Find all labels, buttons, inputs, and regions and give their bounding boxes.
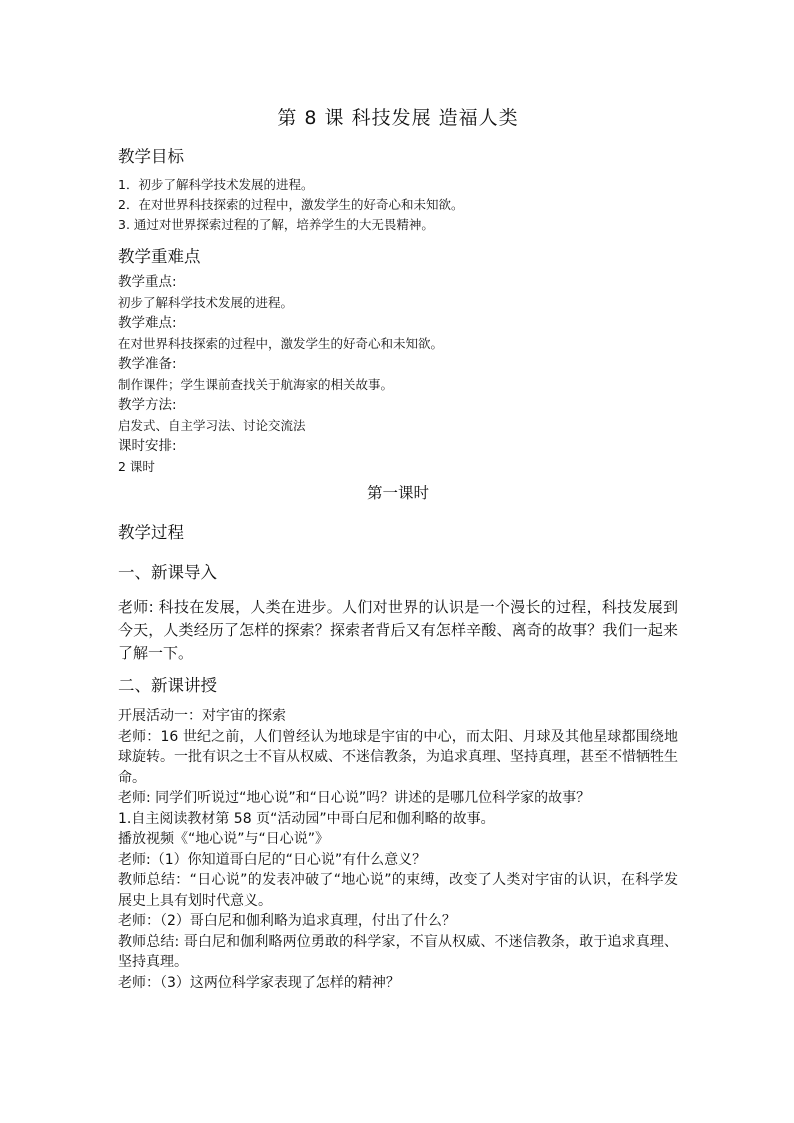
process-heading: 教学过程 [118,523,184,542]
section2-line: 教师总结: 哥白尼和伽利略两位勇敢的科学家，不盲从权威、不迷信教条，敢于追求真理、坚持真理。 [118,933,678,970]
method-text: 启发式、自主学习法、讨论交流法 [118,418,306,433]
section1-heading: 一、新课导入 [118,563,217,582]
lesson-title: 第 8 课 科技发展 造福人类 [277,107,519,129]
objective-item: 2．在对世界科技探索的过程中，激发学生的好奇心和未知欲。 [118,197,464,212]
prep-text: 制作课件；学生课前查找关于航海家的相关故事。 [118,377,394,392]
schedule-label: 课时安排: [118,438,177,454]
section2-line: 播放视频《“地心说”与“日心说”》 [118,831,330,847]
section2-body [118,706,678,993]
section2-line: 1.自主阅读教材第 58 页“活动园”中哥白尼和伽利略的故事。 [118,810,495,827]
section2-line: 开展活动一：对宇宙的探索 [118,708,286,724]
focus-label: 教学重点: [118,274,177,290]
section2-line: 老师：16 世纪之前，人们曾经认为地球是宇宙的中心，而太阳、月球及其他星球都围绕地球旋转。一批有识之士不盲从权威、不迷信教条，为追求真理、坚持真理，甚至不惜牺牲生命。 [118,728,678,786]
section2-heading: 二、新课讲授 [118,676,217,695]
objective-item: 3. 通过对世界探索过程的了解，培养学生的大无畏精神。 [118,217,434,232]
objective-item: 1．初步了解科学技术发展的进程。 [118,177,314,192]
schedule-text: 2 课时 [118,459,155,474]
section2-line: 教师总结：“日心说”的发表冲破了“地心说”的束缚，改变了人类对宇宙的认识，在科学发展史上具有划时代意义。 [118,872,678,909]
objectives-heading: 教学目标 [118,147,184,166]
keypoints-heading: 教学重难点 [118,247,201,266]
section2-line: 老师:（1）你知道哥白尼的“日心说”有什么意义？ [118,851,427,868]
period-title: 第一课时 [366,484,429,502]
section2-line: 老师: 同学们听说过“地心说”和“日心说”吗？讲述的是哪几位科学家的故事？ [118,790,591,806]
section2-line: 老师：（2）哥白尼和伽利略为追求真理，付出了什么？ [118,913,456,929]
difficulty-label: 教学难点: [118,315,177,331]
document-content [118,104,678,993]
section2-line: 老师：（3）这两位科学家表现了怎样的精神？ [118,974,400,991]
prep-label: 教学准备: [118,356,177,372]
keypoints-block [118,272,678,477]
objectives-list [118,175,678,235]
section1-text: 老师: 科技在发展，人类在进步。人们对世界的认识是一个漫长的过程，科技发展到今天，人类经历了怎样的探索？探索者背后又有怎样辛酸、离奇的故事？我们一起来了解一下。 [118,598,678,662]
focus-text: 初步了解科学技术发展的进程。 [118,295,294,310]
difficulty-text: 在对世界科技探索的过程中，激发学生的好奇心和未知欲。 [118,336,444,351]
method-label: 教学方法: [118,397,177,413]
